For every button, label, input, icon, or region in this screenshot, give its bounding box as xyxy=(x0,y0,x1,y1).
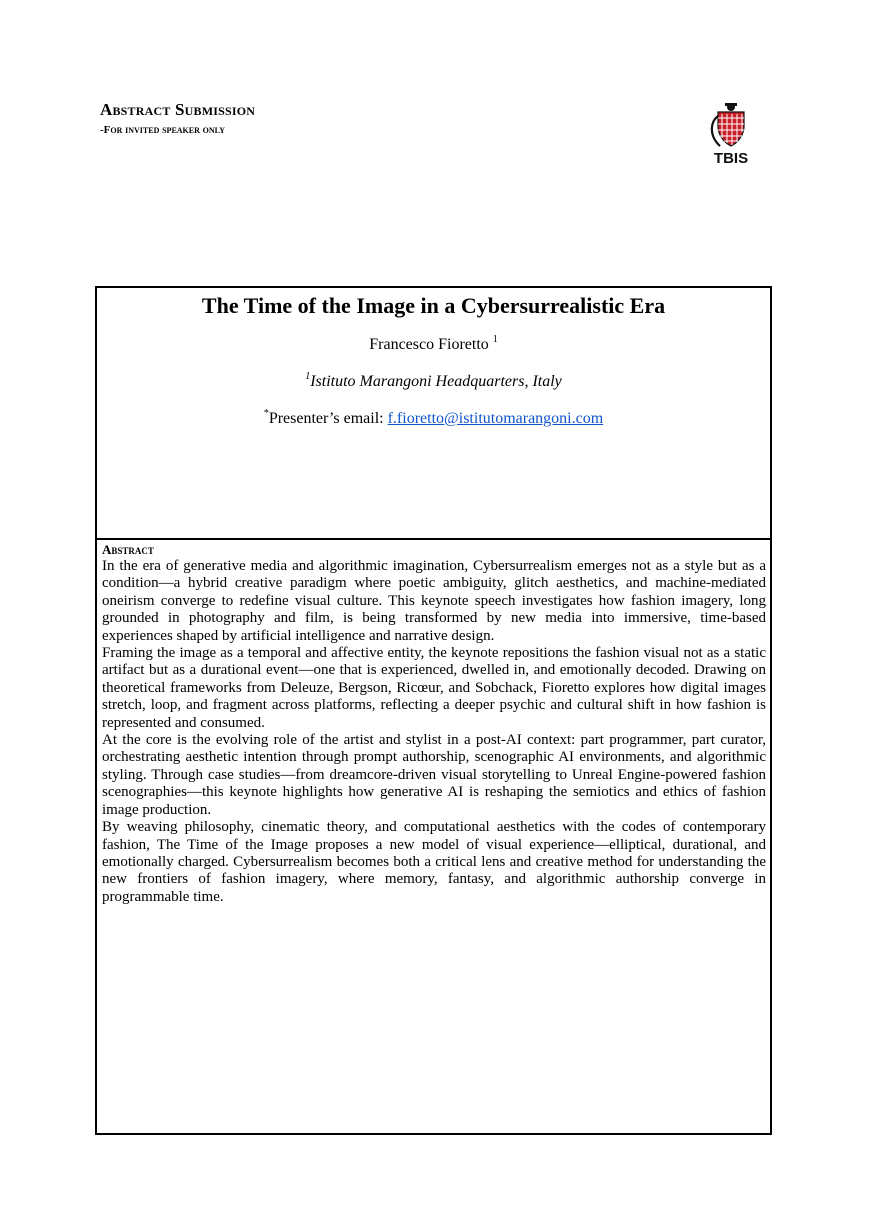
email-label: Presenter’s email: xyxy=(268,410,388,427)
logo-text: TBIS xyxy=(713,150,749,167)
abstract-paragraph: In the era of generative media and algorithmic imagination, Cybersurrealism emerges not as a style but as a condition—a hybrid creative paradigm where poetic ambiguity, glitch aesthetics, and machine-mediated oneirism converge to redefine visual culture. This keynote speech investigates how fashion imagery, long grounded in photography and film, is being transformed by new media into immersive, time-based experiences shaped by artificial intelligence and narrative design. xyxy=(102,558,766,644)
abstract-heading: Abstract xyxy=(102,542,154,557)
tbis-logo xyxy=(700,100,762,172)
author-line xyxy=(97,336,770,354)
abstract-body xyxy=(102,558,766,906)
abstract-paragraph: By weaving philosophy, cinematic theory, and computational aesthetics with the codes of contemporary fashion, The Time of the Image proposes a new model of visual experience—elliptical, durational, and emotionally charged. Cybersurrealism becomes both a critical lens and creative method for understanding the new frontiers of fashion imagery, where memory, fantasy, and algorithmic authorship converge in programmable time. xyxy=(102,819,766,905)
email-link[interactable]: f.fioretto@istitutomarangoni.com xyxy=(387,410,604,427)
abstract-frame xyxy=(95,286,772,1135)
email-line xyxy=(97,410,770,428)
abstract-paragraph: Framing the image as a temporal and affective entity, the keynote repositions the fashion visual not as a static artifact but as a durational event—one that is experienced, dwelled in, and emotionally decoded. Drawing on theoretical frameworks from Deleuze, Bergson, Ricœur, and Sobchack, Fioretto explores how digital images stretch, loop, and fragment across platforms, reflecting a deeper psychic and cultural shift in how fashion is represented and consumed. xyxy=(102,645,766,731)
affiliation: Istituto Marangoni Headquarters, Italy xyxy=(310,373,562,390)
author-superscript: 1 xyxy=(492,334,498,345)
abstract-paragraph: At the core is the evolving role of the artist and stylist in a post-AI context: part programmer, part curator, orchestrating aesthetic intention through prompt authorship, scenographic AI environments, and algorithmic styling. Through case studies—from dreamcore-driven visual storytelling to Unreal Engine-powered fashion scenographies—this keynote highlights how generative AI is reshaping the semiotics and ethics of fashion image production. xyxy=(102,732,766,818)
affiliation-superscript: 1 xyxy=(305,371,311,382)
title-block xyxy=(97,288,770,540)
submission-title: Abstract Submission xyxy=(100,100,256,119)
author-name: Francesco Fioretto xyxy=(369,336,489,353)
abstract-section xyxy=(102,542,766,906)
affiliation-line xyxy=(97,373,770,391)
submission-subtitle: -For invited speaker only xyxy=(100,124,226,136)
tbis-shield-icon xyxy=(700,100,762,150)
email-asterisk: * xyxy=(263,408,269,419)
paper-title: The Time of the Image in a Cybersurrealistic Era xyxy=(201,293,666,318)
